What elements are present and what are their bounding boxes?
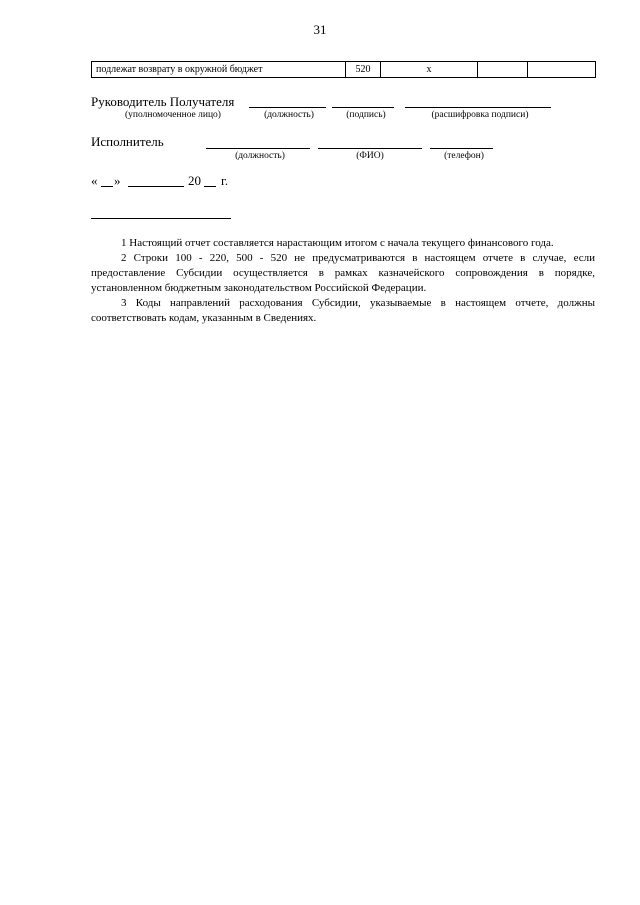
row-description: подлежат возврату в окружной бюджет (92, 62, 346, 78)
caption-authorized: (уполномоченное лицо) (125, 110, 221, 120)
caption-head-position: (должность) (264, 110, 314, 120)
footnote-1: 1 Настоящий отчет составляется нарастающим итогом с начала текущего финансового года. (121, 237, 554, 249)
date-year-prefix: 20 (188, 173, 201, 188)
date-year-suffix: г. (221, 173, 229, 188)
page-number: 31 (313, 22, 327, 37)
row-value: x (381, 62, 478, 78)
date-month-line (128, 186, 184, 187)
row-code: 520 (346, 62, 381, 78)
executor-label: Исполнитель (91, 134, 164, 149)
report-table (91, 61, 596, 78)
footnotes (91, 236, 595, 326)
head-signature-line (332, 107, 394, 108)
executor-position-line (206, 148, 310, 149)
date-day-line (101, 186, 113, 187)
caption-head-decoding: (расшифровка подписи) (431, 110, 529, 120)
executor-name-line (318, 148, 422, 149)
row-cell-4 (478, 62, 528, 78)
date-close-quote: » (114, 173, 121, 188)
footnote-separator (91, 218, 231, 219)
head-label: Руководитель Получателя (91, 94, 235, 109)
row-cell-5 (528, 62, 596, 78)
caption-head-signature: (подпись) (346, 110, 386, 120)
head-decoding-line (405, 107, 551, 108)
caption-executor-name: (ФИО) (356, 151, 384, 161)
executor-phone-line (430, 148, 493, 149)
head-position-line (249, 107, 326, 108)
caption-executor-position: (должность) (235, 151, 285, 161)
date-open-quote: « (91, 173, 98, 188)
table-row (92, 62, 596, 78)
date-year-line (204, 186, 216, 187)
footnote-2: 2 Строки 100 - 220, 500 - 520 не предусматриваются в настоящем отчете в случае, если предоставление Субсидии осуществляется в рамках казначейского сопровождения в порядке, установленном бюджетным законодательством Российской Федерации. (91, 252, 595, 294)
footnote-3: 3 Коды направлений расходования Субсидии, указываемые в настоящем отчете, должны соответствовать кодам, указанным в Сведениях. (91, 297, 595, 324)
caption-executor-phone: (телефон) (444, 151, 484, 161)
